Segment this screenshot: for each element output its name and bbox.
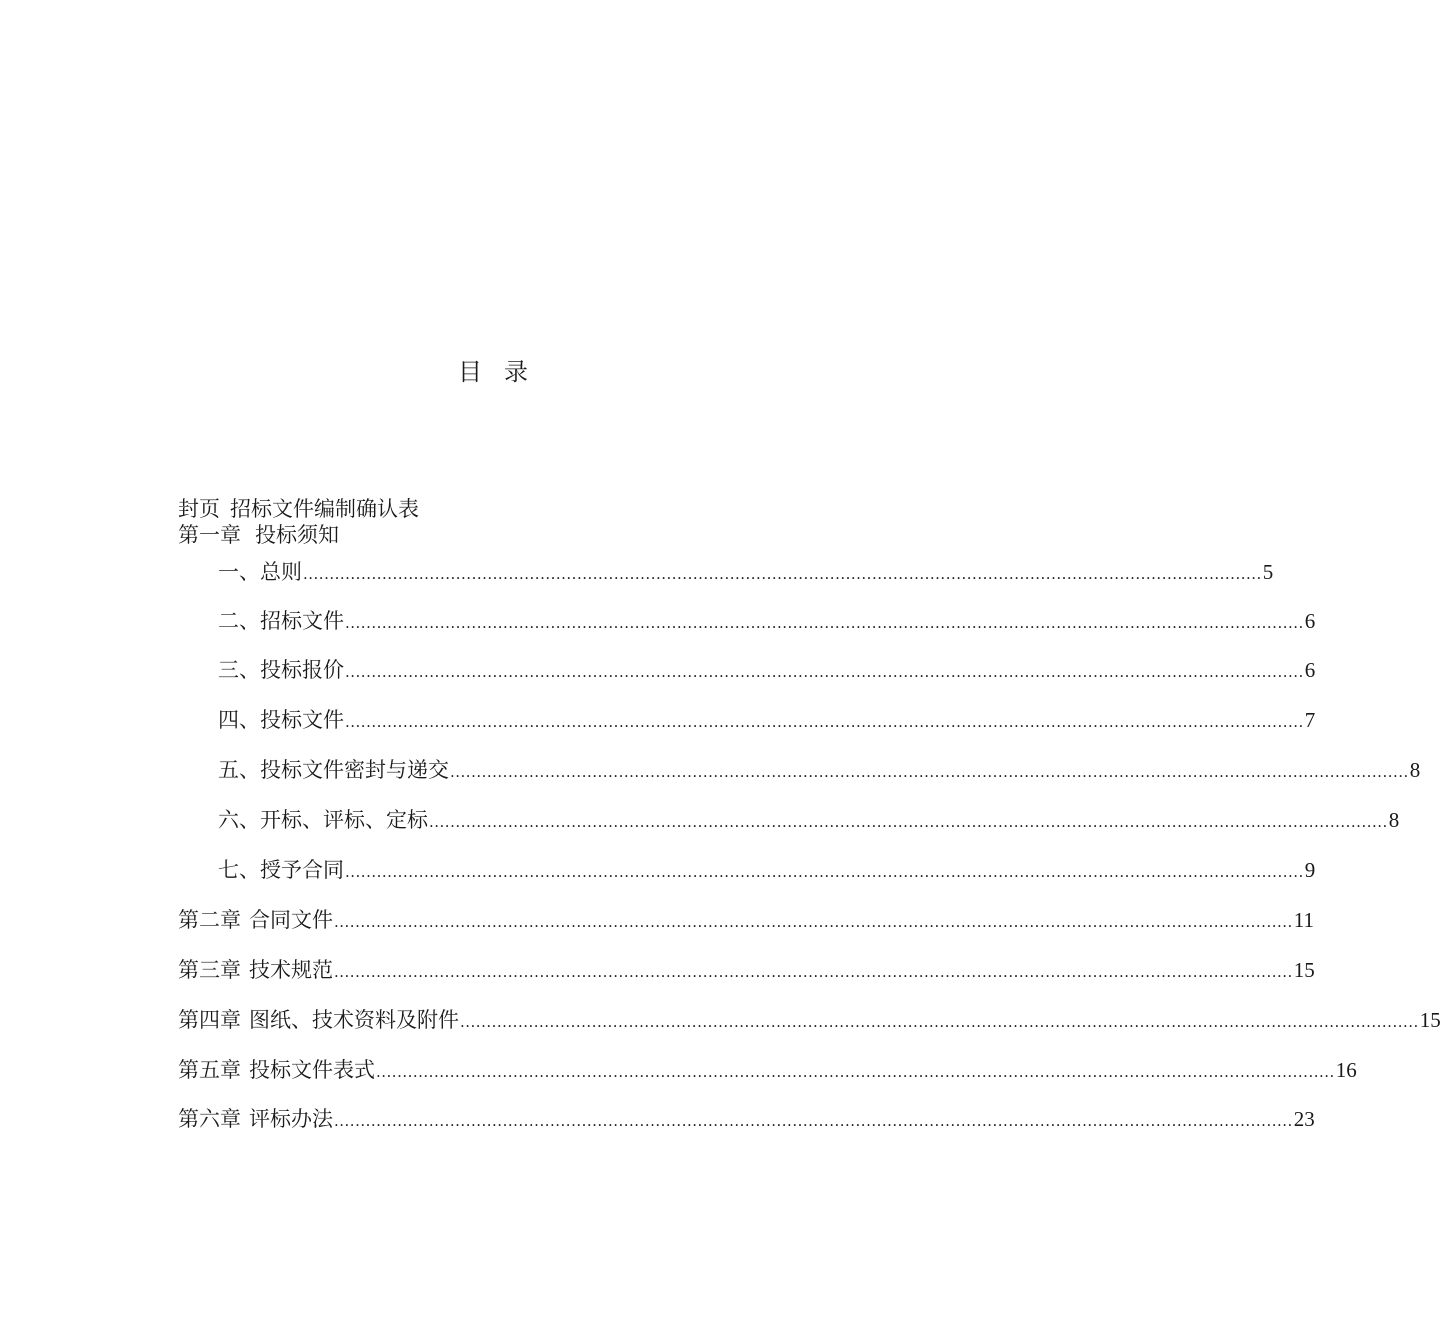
toc-title-char-2: 录	[504, 358, 528, 386]
toc-page-number: 23	[1293, 1107, 1315, 1131]
toc-leader-dots: ......................................................................................................................................................................................	[460, 1013, 1419, 1031]
chapter-1-number: 第一章	[178, 523, 241, 547]
toc-page-number: 6	[1304, 658, 1316, 682]
toc-entry[interactable]	[218, 856, 1316, 886]
toc-leader-dots: ......................................................................................................................................................................................	[303, 565, 1262, 583]
toc-entry-label: 七、授予合同	[218, 858, 344, 882]
toc-page-number: 6	[1304, 609, 1316, 633]
toc-entry[interactable]	[218, 756, 1421, 786]
toc-leader-dots: ......................................................................................................................................................................................	[334, 1112, 1293, 1130]
toc-page-number: 11	[1293, 908, 1315, 932]
toc-page-number: 9	[1304, 858, 1316, 882]
toc-entry-label: 一、总则	[218, 560, 302, 584]
toc-entry[interactable]	[218, 558, 1274, 588]
toc-chapter-1-heading	[178, 522, 339, 548]
toc-page-number: 16	[1335, 1058, 1357, 1082]
chapter-name: 评标办法	[249, 1107, 333, 1131]
chapter-number: 第五章	[178, 1058, 241, 1082]
toc-chapter-entry[interactable]	[178, 1105, 1315, 1135]
toc-chapter-entry[interactable]	[178, 906, 1315, 936]
toc-leader-dots: ......................................................................................................................................................................................	[345, 614, 1304, 632]
toc-chapter-entry[interactable]	[178, 956, 1315, 986]
toc-entry-label: 五、投标文件密封与递交	[218, 758, 449, 782]
toc-entry[interactable]	[218, 607, 1316, 637]
toc-title-char-1: 目	[458, 358, 482, 386]
toc-entry-label: 三、投标报价	[218, 658, 344, 682]
toc-entry[interactable]	[218, 706, 1316, 736]
toc-leader-dots: ......................................................................................................................................................................................	[345, 863, 1304, 881]
toc-page-number: 15	[1293, 958, 1315, 982]
toc-entry-label: 四、投标文件	[218, 708, 344, 732]
chapter-number: 第六章	[178, 1107, 241, 1131]
toc-leader-dots: ......................................................................................................................................................................................	[450, 763, 1409, 781]
toc-leader-dots: ......................................................................................................................................................................................	[345, 713, 1304, 731]
toc-leader-dots: ......................................................................................................................................................................................	[334, 963, 1293, 981]
toc-entry[interactable]	[218, 656, 1316, 686]
toc-page-number: 15	[1419, 1008, 1441, 1032]
chapter-name: 技术规范	[249, 958, 333, 982]
chapter-number: 第二章	[178, 908, 241, 932]
toc-page-number: 8	[1388, 808, 1400, 832]
toc-leader-dots: ......................................................................................................................................................................................	[429, 813, 1388, 831]
chapter-1-name: 投标须知	[255, 523, 339, 547]
toc-title	[0, 352, 986, 387]
toc-page-number: 5	[1262, 560, 1274, 584]
toc-entry-label: 六、开标、评标、定标	[218, 808, 428, 832]
chapter-name: 图纸、技术资料及附件	[249, 1008, 459, 1032]
toc-entry[interactable]	[218, 806, 1400, 836]
toc-entry-label: 二、招标文件	[218, 609, 344, 633]
toc-cover-line	[178, 496, 419, 522]
chapter-number: 第三章	[178, 958, 241, 982]
chapter-name: 合同文件	[249, 908, 333, 932]
chapter-name: 投标文件表式	[249, 1058, 375, 1082]
toc-leader-dots: ......................................................................................................................................................................................	[376, 1063, 1335, 1081]
toc-leader-dots: ......................................................................................................................................................................................	[334, 913, 1293, 931]
toc-page-number: 8	[1409, 758, 1421, 782]
toc-chapter-entry[interactable]	[178, 1006, 1441, 1036]
cover-label: 封页	[178, 497, 220, 521]
toc-page-number: 7	[1304, 708, 1316, 732]
toc-chapter-entry[interactable]	[178, 1056, 1357, 1086]
toc-leader-dots: ......................................................................................................................................................................................	[345, 663, 1304, 681]
chapter-number: 第四章	[178, 1008, 241, 1032]
cover-title: 招标文件编制确认表	[230, 497, 419, 521]
